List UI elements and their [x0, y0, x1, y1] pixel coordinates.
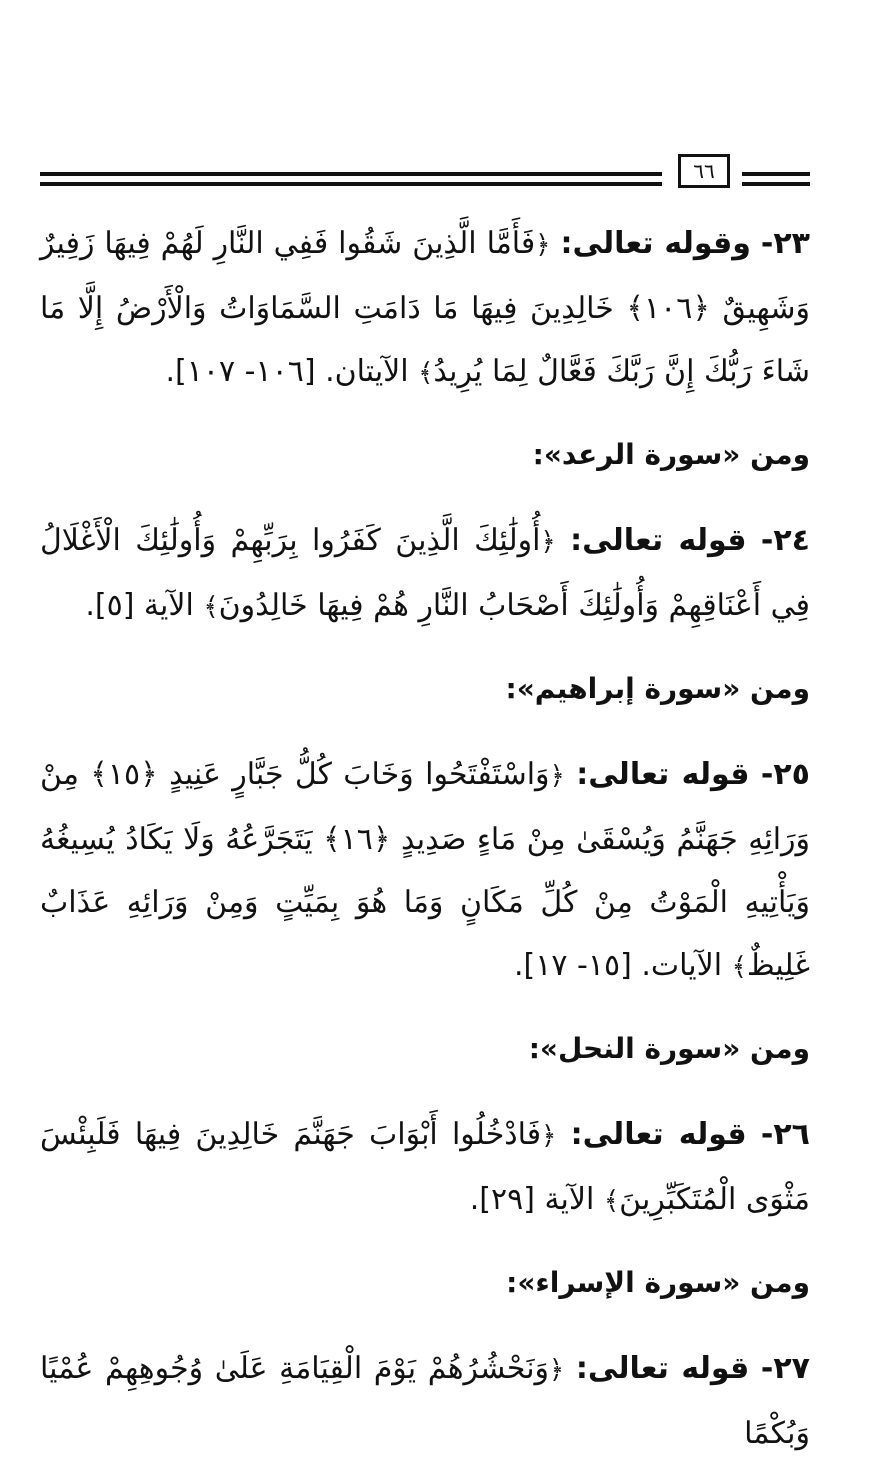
entry-number: ٢٥- [760, 757, 810, 792]
entry-number: ٢٦- [760, 1117, 810, 1152]
quran-close-bracket: ﴾ [603, 1186, 620, 1216]
entry-number: ٢٤- [760, 523, 810, 558]
quran-close-bracket: ﴾ [418, 358, 434, 388]
verse-reference: الآيتان. [١٠٦- ١٠٧]. [165, 354, 409, 389]
quran-close-bracket: ﴾ [203, 592, 219, 622]
verse-reference: الآيات. [١٥- ١٧]. [514, 948, 723, 983]
verse-reference: الآية [٢٩]. [469, 1182, 595, 1217]
quran-open-bracket: ﴿ [540, 527, 556, 557]
entry-intro: قوله تعالى: [575, 1351, 750, 1386]
page-header [40, 152, 810, 196]
entry-intro: قوله تعالى: [570, 1117, 747, 1152]
entry-24 [40, 509, 810, 639]
quran-quote: فَادْخُلُوا أَبْوَابَ جَهَنَّمَ خَالِدِينَ فِيهَا فَلَبِئْسَ مَثْوَى الْمُتَكَبِّرِينَ [40, 1117, 810, 1217]
entry-intro: وقوله تعالى: [560, 226, 751, 261]
header-rule-short-bottom [742, 182, 810, 186]
quran-close-bracket: ﴾ [731, 952, 747, 982]
entry-number: ٢٣- [760, 226, 810, 261]
entry-intro: قوله تعالى: [576, 757, 750, 792]
quran-quote: وَنَحْشُرُهُمْ يَوْمَ الْقِيَامَةِ عَلَىٰ وُجُوهِهِمْ عُمْيًا وَبُكْمًا [40, 1351, 810, 1451]
quran-quote: فَأَمَّا الَّذِينَ شَقُوا فَفِي النَّارِ لَهُمْ فِيهَا زَفِيرٌ وَشَهِيقٌ ﴿١٠٦﴾ خَالِدِينَ فِيهَا مَا دَامَتِ السَّمَاوَاتُ وَالْأَرْضُ إِلَّا مَا شَاءَ رَبُّكَ إِنَّ رَبَّكَ فَعَّالٌ لِمَا يُرِيدُ [40, 226, 811, 389]
page-number: ٦٦ [693, 159, 715, 183]
quran-open-bracket: ﴿ [535, 230, 551, 260]
surah-heading-nahl: ومن «سورة النحل»: [528, 1032, 810, 1065]
surah-heading-isra: ومن «سورة الإسراء»: [506, 1266, 810, 1299]
header-rule-long-bottom [40, 182, 662, 186]
quran-open-bracket: ﴿ [549, 1355, 565, 1385]
page-body [40, 212, 810, 1465]
quran-open-bracket: ﴿ [549, 761, 565, 791]
entry-intro: قوله تعالى: [570, 523, 747, 558]
quran-quote: وَاسْتَفْتَحُوا وَخَابَ كُلُّ جَبَّارٍ عَنِيدٍ ﴿١٥﴾ مِنْ وَرَائِهِ جَهَنَّمُ وَيُسْقَىٰ مِنْ مَاءٍ صَدِيدٍ ﴿١٦﴾ يَتَجَرَّعُهُ وَلَا يَكَادُ يُسِيغُهُ وَيَأْتِيهِ الْمَوْتُ مِنْ كُلِّ مَكَانٍ وَمَا هُوَ بِمَيِّتٍ وَمِنْ وَرَائِهِ عَذَابٌ غَلِيظٌ [40, 757, 811, 983]
quran-quote: أُولَٰئِكَ الَّذِينَ كَفَرُوا بِرَبِّهِمْ وَأُولَٰئِكَ الْأَغْلَالُ فِي أَعْنَاقِهِمْ وَأُولَٰئِكَ أَصْحَابُ النَّارِ هُمْ فِيهَا خَالِدُونَ [40, 523, 810, 623]
entry-26 [40, 1103, 810, 1233]
entry-23 [40, 212, 810, 405]
header-rule-short-top [742, 172, 810, 176]
page-number-box [678, 154, 730, 188]
surah-heading-ibrahim: ومن «سورة إبراهيم»: [505, 672, 810, 705]
quran-open-bracket: ﴿ [541, 1121, 557, 1151]
entry-25 [40, 743, 810, 999]
entry-27 [40, 1337, 810, 1465]
verse-reference: الآية [٥]. [85, 588, 194, 623]
entry-number: ٢٧- [760, 1351, 810, 1386]
header-rule-long-top [40, 172, 662, 176]
surah-heading-raad: ومن «سورة الرعد»: [532, 438, 810, 471]
